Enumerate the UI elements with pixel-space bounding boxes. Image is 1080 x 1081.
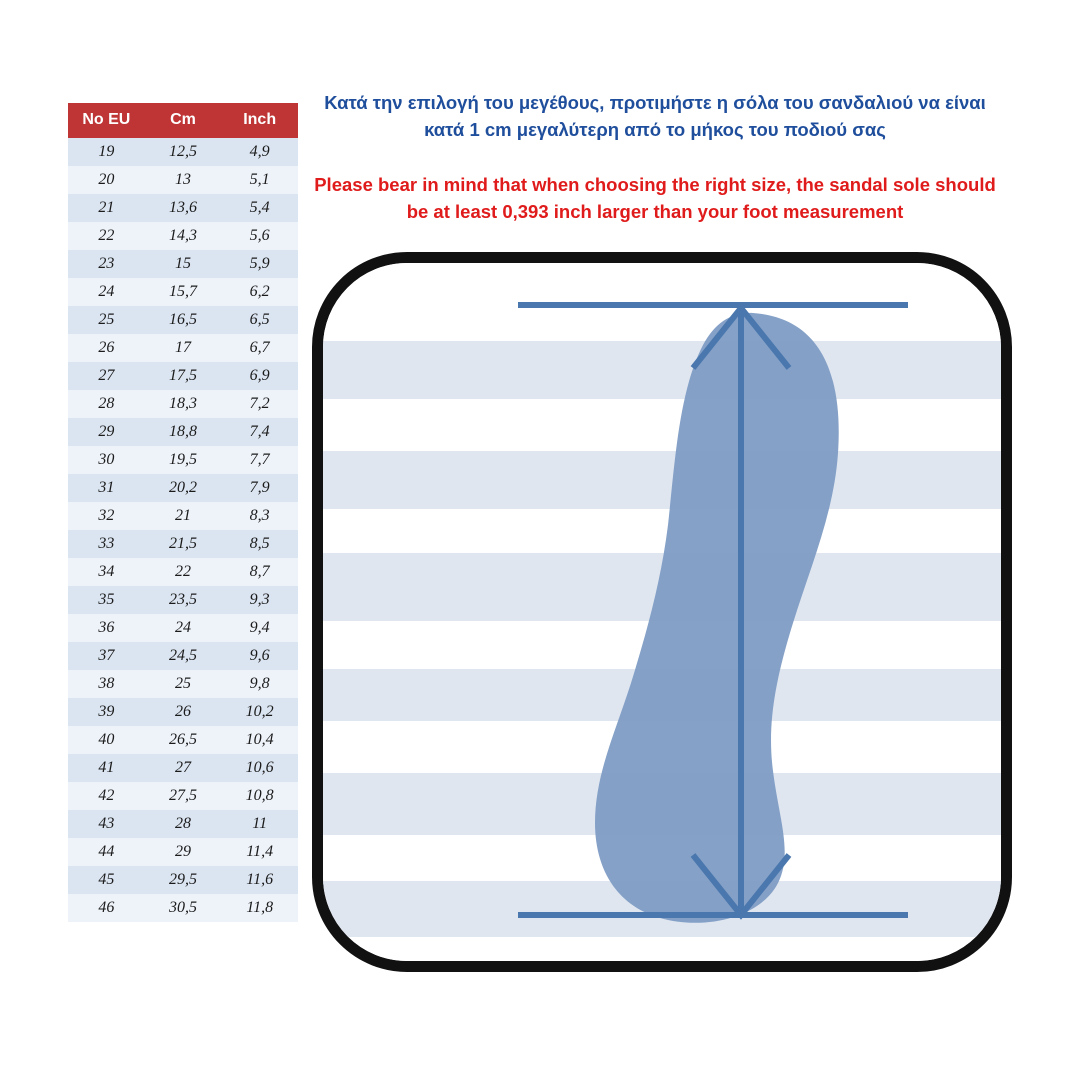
table-row [68, 726, 298, 754]
cell-cm: 21,5 [145, 530, 222, 558]
sole-outline-frame [312, 252, 1012, 972]
cell-cm: 26 [145, 698, 222, 726]
table-row [68, 530, 298, 558]
cell-inch: 8,7 [221, 558, 298, 586]
table-row [68, 894, 298, 922]
cell-inch: 10,4 [221, 726, 298, 754]
notice-english: Please bear in mind that when choosing the right size, the sandal sole should be at least 0,393 inch larger than your foot measurement [314, 174, 996, 222]
table-row [68, 558, 298, 586]
cell-eu: 41 [68, 754, 145, 782]
cell-cm: 27,5 [145, 782, 222, 810]
cell-eu: 45 [68, 866, 145, 894]
cell-eu: 23 [68, 250, 145, 278]
cell-inch: 7,2 [221, 390, 298, 418]
column-header-eu: No EU [68, 103, 145, 138]
table-header-row [68, 103, 298, 138]
cell-eu: 32 [68, 502, 145, 530]
cell-eu: 33 [68, 530, 145, 558]
cell-eu: 28 [68, 390, 145, 418]
measurement-arrows [323, 263, 1012, 972]
table-row [68, 698, 298, 726]
cell-inch: 5,4 [221, 194, 298, 222]
table-row [68, 866, 298, 894]
cell-cm: 18,8 [145, 418, 222, 446]
table-row [68, 194, 298, 222]
cell-inch: 8,3 [221, 502, 298, 530]
cell-cm: 25 [145, 670, 222, 698]
cell-inch: 6,2 [221, 278, 298, 306]
cell-eu: 38 [68, 670, 145, 698]
cell-cm: 13,6 [145, 194, 222, 222]
table-row [68, 502, 298, 530]
table-body [68, 138, 298, 922]
cell-inch: 6,7 [221, 334, 298, 362]
cell-inch: 6,5 [221, 306, 298, 334]
cell-inch: 10,8 [221, 782, 298, 810]
table-row [68, 642, 298, 670]
column-header-inch: Inch [221, 103, 298, 138]
cell-inch: 5,1 [221, 166, 298, 194]
table-row [68, 670, 298, 698]
cell-inch: 10,2 [221, 698, 298, 726]
table-row [68, 306, 298, 334]
table-row [68, 334, 298, 362]
table-row [68, 754, 298, 782]
cell-eu: 44 [68, 838, 145, 866]
sole-illustration [312, 252, 1012, 972]
cell-cm: 19,5 [145, 446, 222, 474]
cell-cm: 26,5 [145, 726, 222, 754]
table-row [68, 810, 298, 838]
cell-eu: 37 [68, 642, 145, 670]
table-row [68, 362, 298, 390]
table-row [68, 278, 298, 306]
table-row [68, 838, 298, 866]
cell-cm: 18,3 [145, 390, 222, 418]
table-row [68, 614, 298, 642]
cell-eu: 24 [68, 278, 145, 306]
cell-cm: 29,5 [145, 866, 222, 894]
cell-inch: 7,4 [221, 418, 298, 446]
cell-inch: 11 [221, 810, 298, 838]
cell-cm: 17,5 [145, 362, 222, 390]
cell-cm: 15 [145, 250, 222, 278]
cell-cm: 20,2 [145, 474, 222, 502]
cell-inch: 10,6 [221, 754, 298, 782]
cell-eu: 31 [68, 474, 145, 502]
cell-eu: 27 [68, 362, 145, 390]
cell-cm: 14,3 [145, 222, 222, 250]
cell-eu: 25 [68, 306, 145, 334]
cell-eu: 39 [68, 698, 145, 726]
notice-greek: Κατά την επιλογή του μεγέθους, προτιμήστε η σόλα του σανδαλιού να είναι κατά 1 cm μεγαλύτερη από το μήκος του ποδιού σας [324, 92, 986, 140]
cell-inch: 9,3 [221, 586, 298, 614]
cell-cm: 13 [145, 166, 222, 194]
table-row [68, 138, 298, 166]
cell-eu: 34 [68, 558, 145, 586]
cell-cm: 12,5 [145, 138, 222, 166]
table-row [68, 586, 298, 614]
cell-inch: 5,6 [221, 222, 298, 250]
table-row [68, 474, 298, 502]
cell-eu: 36 [68, 614, 145, 642]
table-row [68, 446, 298, 474]
table-row [68, 250, 298, 278]
cell-inch: 11,4 [221, 838, 298, 866]
cell-cm: 22 [145, 558, 222, 586]
table-row [68, 166, 298, 194]
cell-cm: 21 [145, 502, 222, 530]
cell-inch: 7,7 [221, 446, 298, 474]
table-row [68, 222, 298, 250]
cell-cm: 24,5 [145, 642, 222, 670]
cell-cm: 17 [145, 334, 222, 362]
cell-eu: 26 [68, 334, 145, 362]
cell-cm: 30,5 [145, 894, 222, 922]
cell-eu: 21 [68, 194, 145, 222]
cell-eu: 40 [68, 726, 145, 754]
cell-eu: 43 [68, 810, 145, 838]
cell-inch: 4,9 [221, 138, 298, 166]
cell-inch: 9,6 [221, 642, 298, 670]
cell-eu: 22 [68, 222, 145, 250]
cell-cm: 15,7 [145, 278, 222, 306]
cell-inch: 9,8 [221, 670, 298, 698]
cell-inch: 6,9 [221, 362, 298, 390]
table-row [68, 390, 298, 418]
cell-cm: 24 [145, 614, 222, 642]
cell-eu: 46 [68, 894, 145, 922]
cell-cm: 29 [145, 838, 222, 866]
cell-cm: 23,5 [145, 586, 222, 614]
cell-eu: 29 [68, 418, 145, 446]
cell-eu: 20 [68, 166, 145, 194]
cell-cm: 16,5 [145, 306, 222, 334]
cell-cm: 27 [145, 754, 222, 782]
cell-inch: 7,9 [221, 474, 298, 502]
size-chart-table [68, 103, 298, 922]
table-row [68, 782, 298, 810]
cell-inch: 9,4 [221, 614, 298, 642]
cell-eu: 35 [68, 586, 145, 614]
cell-inch: 11,6 [221, 866, 298, 894]
cell-inch: 8,5 [221, 530, 298, 558]
cell-cm: 28 [145, 810, 222, 838]
column-header-cm: Cm [145, 103, 222, 138]
cell-eu: 30 [68, 446, 145, 474]
table-row [68, 418, 298, 446]
cell-inch: 5,9 [221, 250, 298, 278]
cell-eu: 19 [68, 138, 145, 166]
cell-eu: 42 [68, 782, 145, 810]
cell-inch: 11,8 [221, 894, 298, 922]
